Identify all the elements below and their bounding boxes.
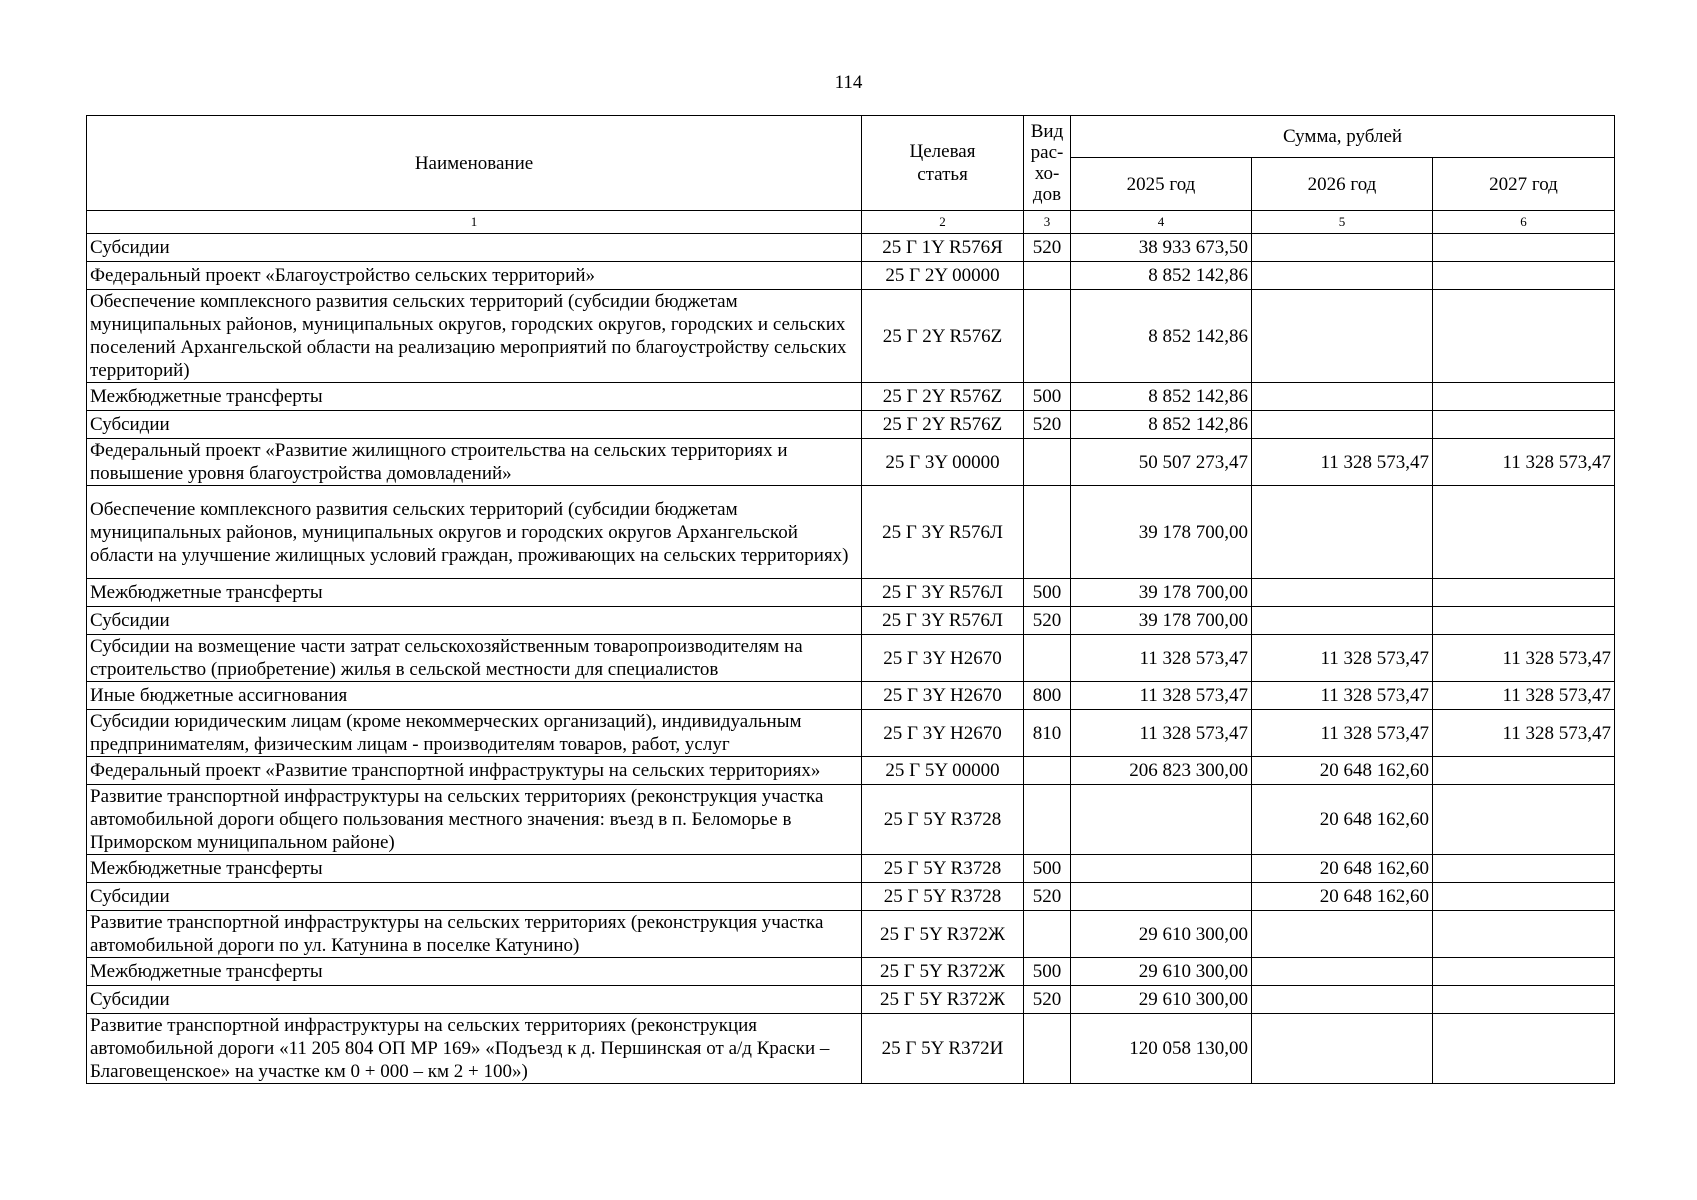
row-amount-2025 (1071, 883, 1252, 911)
column-number: 5 (1252, 211, 1433, 234)
row-amount-2027: 11 328 573,47 (1433, 439, 1615, 486)
table-row (87, 1014, 1615, 1084)
row-target-code: 25 Г 5Y R372Ж (862, 958, 1024, 986)
row-name: Межбюджетные трансферты (87, 958, 862, 986)
row-target-code: 25 Г 2Y 00000 (862, 262, 1024, 290)
row-expense-kind (1024, 439, 1071, 486)
row-expense-kind (1024, 757, 1071, 785)
row-amount-2026 (1252, 1014, 1433, 1084)
row-amount-2025: 8 852 142,86 (1071, 411, 1252, 439)
row-amount-2025: 8 852 142,86 (1071, 290, 1252, 383)
row-amount-2027 (1433, 757, 1615, 785)
budget-table (86, 115, 1615, 1084)
table-row (87, 883, 1615, 911)
column-number: 4 (1071, 211, 1252, 234)
row-amount-2026: 20 648 162,60 (1252, 883, 1433, 911)
row-name: Обеспечение комплексного развития сельских территорий (субсидии бюджетам муниципальных районов, муниципальных округов и городских округов Архангельской области на улучшение жилищных условий граждан, проживающих на сельских территориях) (87, 486, 862, 579)
row-expense-kind: 800 (1024, 682, 1071, 710)
table-row (87, 710, 1615, 757)
row-amount-2026 (1252, 486, 1433, 579)
row-amount-2025: 39 178 700,00 (1071, 607, 1252, 635)
row-amount-2027 (1433, 958, 1615, 986)
row-amount-2026: 11 328 573,47 (1252, 635, 1433, 682)
row-amount-2025: 29 610 300,00 (1071, 911, 1252, 958)
row-name: Субсидии (87, 883, 862, 911)
column-number: 3 (1024, 211, 1071, 234)
row-amount-2025: 38 933 673,50 (1071, 234, 1252, 262)
row-amount-2027 (1433, 1014, 1615, 1084)
row-expense-kind: 500 (1024, 383, 1071, 411)
row-amount-2027 (1433, 383, 1615, 411)
row-target-code: 25 Г 3Y R576Л (862, 579, 1024, 607)
row-target-code: 25 Г 5Y R372Ж (862, 986, 1024, 1014)
row-amount-2026 (1252, 411, 1433, 439)
row-amount-2027 (1433, 262, 1615, 290)
row-target-code: 25 Г 5Y R372Ж (862, 911, 1024, 958)
row-name: Субсидии (87, 607, 862, 635)
table-row (87, 607, 1615, 635)
row-expense-kind (1024, 1014, 1071, 1084)
table-row (87, 635, 1615, 682)
column-number: 2 (862, 211, 1024, 234)
table-row (87, 855, 1615, 883)
row-amount-2027 (1433, 486, 1615, 579)
row-target-code: 25 Г 2Y R576Z (862, 290, 1024, 383)
column-number-row (87, 211, 1615, 234)
row-amount-2026: 20 648 162,60 (1252, 855, 1433, 883)
row-amount-2026 (1252, 234, 1433, 262)
row-target-code: 25 Г 5Y R372И (862, 1014, 1024, 1084)
row-amount-2025 (1071, 785, 1252, 855)
row-name: Субсидии (87, 986, 862, 1014)
row-amount-2026 (1252, 383, 1433, 411)
row-target-code: 25 Г 5Y R3728 (862, 785, 1024, 855)
row-expense-kind (1024, 290, 1071, 383)
row-expense-kind: 520 (1024, 411, 1071, 439)
table-row (87, 757, 1615, 785)
row-amount-2025: 11 328 573,47 (1071, 682, 1252, 710)
row-target-code: 25 Г 3Y Н2670 (862, 682, 1024, 710)
row-name: Субсидии юридическим лицам (кроме некоммерческих организаций), индивидуальным предпринимателям, физическим лицам - производителям товаров, работ, услуг (87, 710, 862, 757)
row-amount-2026 (1252, 290, 1433, 383)
row-amount-2027: 11 328 573,47 (1433, 682, 1615, 710)
row-amount-2025: 206 823 300,00 (1071, 757, 1252, 785)
row-name: Федеральный проект «Развитие жилищного строительства на сельских территориях и повышение уровня благоустройства домовладений» (87, 439, 862, 486)
row-name: Федеральный проект «Благоустройство сельских территорий» (87, 262, 862, 290)
row-expense-kind (1024, 911, 1071, 958)
header-year-2027: 2027 год (1433, 158, 1615, 211)
row-amount-2026 (1252, 911, 1433, 958)
row-target-code: 25 Г 3Y R576Л (862, 486, 1024, 579)
table-row (87, 439, 1615, 486)
table-row (87, 383, 1615, 411)
row-amount-2026: 11 328 573,47 (1252, 710, 1433, 757)
row-amount-2026 (1252, 579, 1433, 607)
row-amount-2025: 29 610 300,00 (1071, 986, 1252, 1014)
row-expense-kind (1024, 486, 1071, 579)
row-expense-kind: 520 (1024, 986, 1071, 1014)
row-expense-kind: 520 (1024, 607, 1071, 635)
row-amount-2027 (1433, 411, 1615, 439)
row-amount-2026: 11 328 573,47 (1252, 439, 1433, 486)
row-amount-2027: 11 328 573,47 (1433, 635, 1615, 682)
row-name: Субсидии на возмещение части затрат сельскохозяйственным товаропроизводителям на строительство (приобретение) жилья в сельской местности для специалистов (87, 635, 862, 682)
row-amount-2027 (1433, 607, 1615, 635)
header-expense-kind: Вид рас-хо-дов (1024, 116, 1071, 211)
row-name: Межбюджетные трансферты (87, 383, 862, 411)
row-name: Развитие транспортной инфраструктуры на сельских территориях (реконструкция участка автомобильной дороги общего пользования местного значения: въезд в п. Беломорье в Приморском муниципальном районе) (87, 785, 862, 855)
table-row (87, 411, 1615, 439)
row-expense-kind: 810 (1024, 710, 1071, 757)
row-target-code: 25 Г 3Y Н2670 (862, 710, 1024, 757)
row-amount-2026 (1252, 607, 1433, 635)
row-amount-2027 (1433, 911, 1615, 958)
column-number: 1 (87, 211, 862, 234)
header-name: Наименование (87, 116, 862, 211)
row-amount-2026 (1252, 262, 1433, 290)
table-row (87, 486, 1615, 579)
row-amount-2025: 11 328 573,47 (1071, 635, 1252, 682)
table-row (87, 290, 1615, 383)
row-name: Развитие транспортной инфраструктуры на сельских территориях (реконструкция участка автомобильной дороги по ул. Катунина в поселке Катунино) (87, 911, 862, 958)
row-expense-kind (1024, 785, 1071, 855)
row-target-code: 25 Г 2Y R576Z (862, 411, 1024, 439)
row-expense-kind: 500 (1024, 958, 1071, 986)
row-name: Развитие транспортной инфраструктуры на сельских территориях (реконструкция автомобильной дороги «11 205 804 ОП МР 169» «Подъезд к д. Першинская от а/д Краски – Благовещенское» на участке км 0 + 000 – км 2 + 100») (87, 1014, 862, 1084)
row-name: Субсидии (87, 234, 862, 262)
row-target-code: 25 Г 3Y Н2670 (862, 635, 1024, 682)
row-amount-2026: 20 648 162,60 (1252, 757, 1433, 785)
row-name: Иные бюджетные ассигнования (87, 682, 862, 710)
row-amount-2025: 39 178 700,00 (1071, 579, 1252, 607)
page-number: 114 (834, 72, 863, 93)
row-expense-kind (1024, 262, 1071, 290)
table-row (87, 986, 1615, 1014)
row-target-code: 25 Г 2Y R576Z (862, 383, 1024, 411)
row-amount-2025: 11 328 573,47 (1071, 710, 1252, 757)
row-amount-2027 (1433, 290, 1615, 383)
row-amount-2025: 39 178 700,00 (1071, 486, 1252, 579)
row-amount-2025: 8 852 142,86 (1071, 262, 1252, 290)
row-amount-2025: 120 058 130,00 (1071, 1014, 1252, 1084)
table-row (87, 579, 1615, 607)
row-amount-2026: 20 648 162,60 (1252, 785, 1433, 855)
header-target-article: Целевая статья (862, 116, 1024, 211)
row-amount-2027 (1433, 986, 1615, 1014)
row-expense-kind: 500 (1024, 855, 1071, 883)
row-target-code: 25 Г 5Y R3728 (862, 883, 1024, 911)
row-amount-2027: 11 328 573,47 (1433, 710, 1615, 757)
table-row (87, 958, 1615, 986)
row-amount-2027 (1433, 855, 1615, 883)
header-year-2025: 2025 год (1071, 158, 1252, 211)
row-expense-kind (1024, 635, 1071, 682)
row-target-code: 25 Г 3Y 00000 (862, 439, 1024, 486)
row-name: Федеральный проект «Развитие транспортной инфраструктуры на сельских территориях» (87, 757, 862, 785)
row-target-code: 25 Г 5Y R3728 (862, 855, 1024, 883)
row-name: Обеспечение комплексного развития сельских территорий (субсидии бюджетам муниципальных районов, муниципальных округов, городских округов, городских и сельских поселений Архангельской области на реализацию мероприятий по благоустройству сельских территорий) (87, 290, 862, 383)
row-amount-2025: 8 852 142,86 (1071, 383, 1252, 411)
row-amount-2025: 50 507 273,47 (1071, 439, 1252, 486)
row-name: Межбюджетные трансферты (87, 579, 862, 607)
row-amount-2025 (1071, 855, 1252, 883)
row-amount-2027 (1433, 579, 1615, 607)
row-amount-2027 (1433, 234, 1615, 262)
column-number: 6 (1433, 211, 1615, 234)
row-expense-kind: 520 (1024, 883, 1071, 911)
row-amount-2027 (1433, 785, 1615, 855)
table-row (87, 785, 1615, 855)
table-row (87, 911, 1615, 958)
table-row (87, 682, 1615, 710)
row-expense-kind: 520 (1024, 234, 1071, 262)
row-amount-2026 (1252, 958, 1433, 986)
row-name: Межбюджетные трансферты (87, 855, 862, 883)
table-row (87, 262, 1615, 290)
row-amount-2026: 11 328 573,47 (1252, 682, 1433, 710)
row-amount-2025: 29 610 300,00 (1071, 958, 1252, 986)
header-year-2026: 2026 год (1252, 158, 1433, 211)
row-target-code: 25 Г 3Y R576Л (862, 607, 1024, 635)
row-amount-2026 (1252, 986, 1433, 1014)
row-expense-kind: 500 (1024, 579, 1071, 607)
table-row (87, 234, 1615, 262)
row-target-code: 25 Г 5Y 00000 (862, 757, 1024, 785)
row-target-code: 25 Г 1Y R576Я (862, 234, 1024, 262)
row-amount-2027 (1433, 883, 1615, 911)
row-name: Субсидии (87, 411, 862, 439)
header-sum: Сумма, рублей (1071, 116, 1615, 158)
